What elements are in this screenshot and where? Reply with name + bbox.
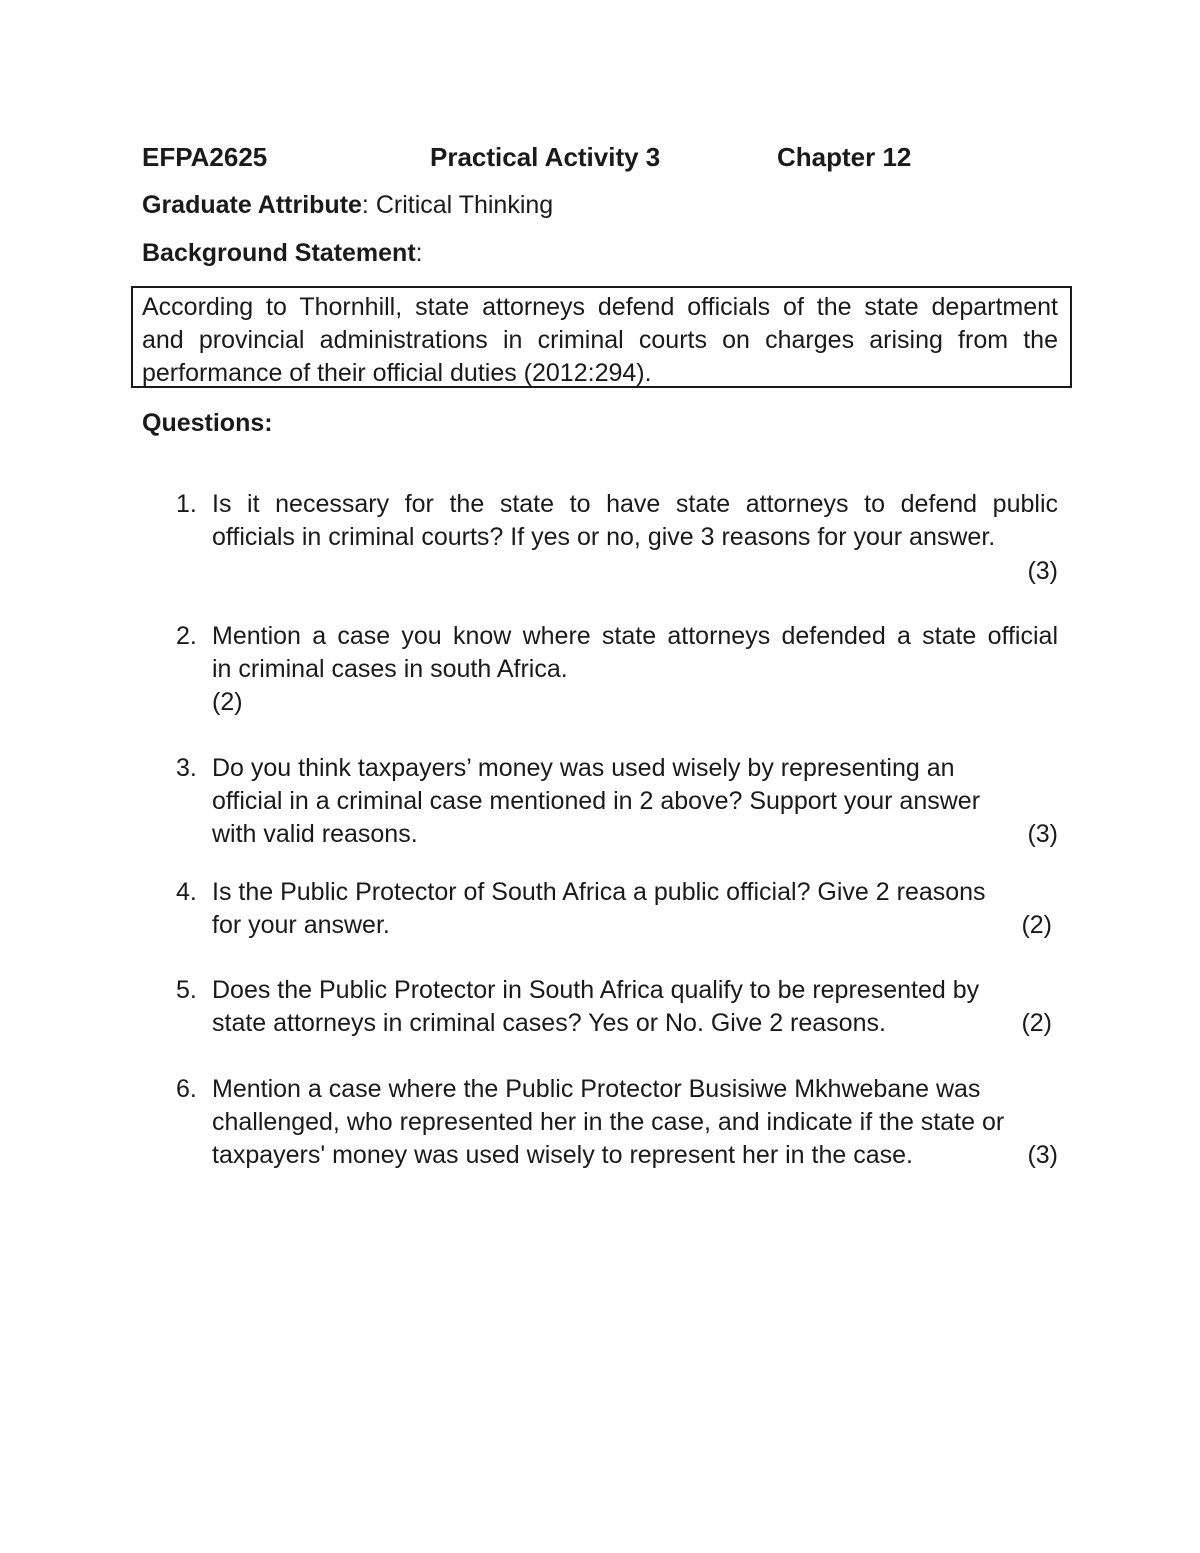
question-marks: (2)	[1021, 1009, 1052, 1037]
question-text-line: for your answer.	[212, 911, 390, 939]
question-text-line: officials in criminal courts? If yes or no, give 3 reasons for your answer.	[212, 523, 996, 551]
question-number: 1.	[176, 490, 197, 518]
question-text-line: with valid reasons.	[212, 820, 418, 848]
question-text-line: Mention a case where the Public Protector Busisiwe Mkhwebane was	[212, 1075, 981, 1103]
question-number: 4.	[176, 878, 197, 906]
question-text-line: Mention a case you know where state attorneys defended a state official	[212, 622, 1058, 650]
background-statement-label: Background Statement	[142, 239, 416, 267]
course-code: EFPA2625	[142, 142, 268, 172]
background-line: and provincial administrations in criminal courts on charges arising from the	[142, 326, 1058, 354]
question-text-line: Is it necessary for the state to have state attorneys to defend public	[212, 490, 1058, 518]
questions-heading: Questions:	[142, 409, 273, 437]
question-marks: (2)	[1021, 911, 1052, 939]
question-marks: (3)	[1027, 557, 1058, 585]
question-marks: (3)	[1027, 1141, 1058, 1169]
background-statement-colon: :	[415, 239, 423, 267]
chapter-label: Chapter 12	[777, 142, 912, 172]
question-marks: (2)	[212, 688, 243, 716]
activity-title: Practical Activity 3	[430, 142, 661, 172]
graduate-attribute-label: Graduate Attribute	[142, 191, 362, 219]
question-marks: (3)	[1027, 820, 1058, 848]
question-number: 3.	[176, 754, 197, 782]
background-statement-box	[131, 286, 1072, 388]
question-text-line: in criminal cases in south Africa.	[212, 655, 568, 683]
question-text-line: state attorneys in criminal cases? Yes or No. Give 2 reasons.	[212, 1009, 886, 1037]
question-number: 6.	[176, 1075, 197, 1103]
background-line: performance of their official duties (2012:294).	[142, 359, 652, 387]
question-text-line: Does the Public Protector in South Africa qualify to be represented by	[212, 976, 980, 1004]
graduate-attribute	[142, 189, 553, 222]
background-line: According to Thornhill, state attorneys defend officials of the state department	[142, 293, 1058, 321]
question-text-line: Is the Public Protector of South Africa a public official? Give 2 reasons	[212, 878, 986, 906]
question-number: 5.	[176, 976, 197, 1004]
question-number: 2.	[176, 622, 197, 650]
question-text-line: official in a criminal case mentioned in 2 above? Support your answer	[212, 787, 981, 815]
background-statement-heading	[142, 237, 423, 270]
graduate-attribute-value: : Critical Thinking	[361, 191, 554, 219]
question-text-line: Do you think taxpayers’ money was used wisely by representing an	[212, 754, 955, 782]
question-text-line: taxpayers' money was used wisely to represent her in the case.	[212, 1141, 913, 1169]
question-text-line: challenged, who represented her in the case, and indicate if the state or	[212, 1108, 1005, 1136]
